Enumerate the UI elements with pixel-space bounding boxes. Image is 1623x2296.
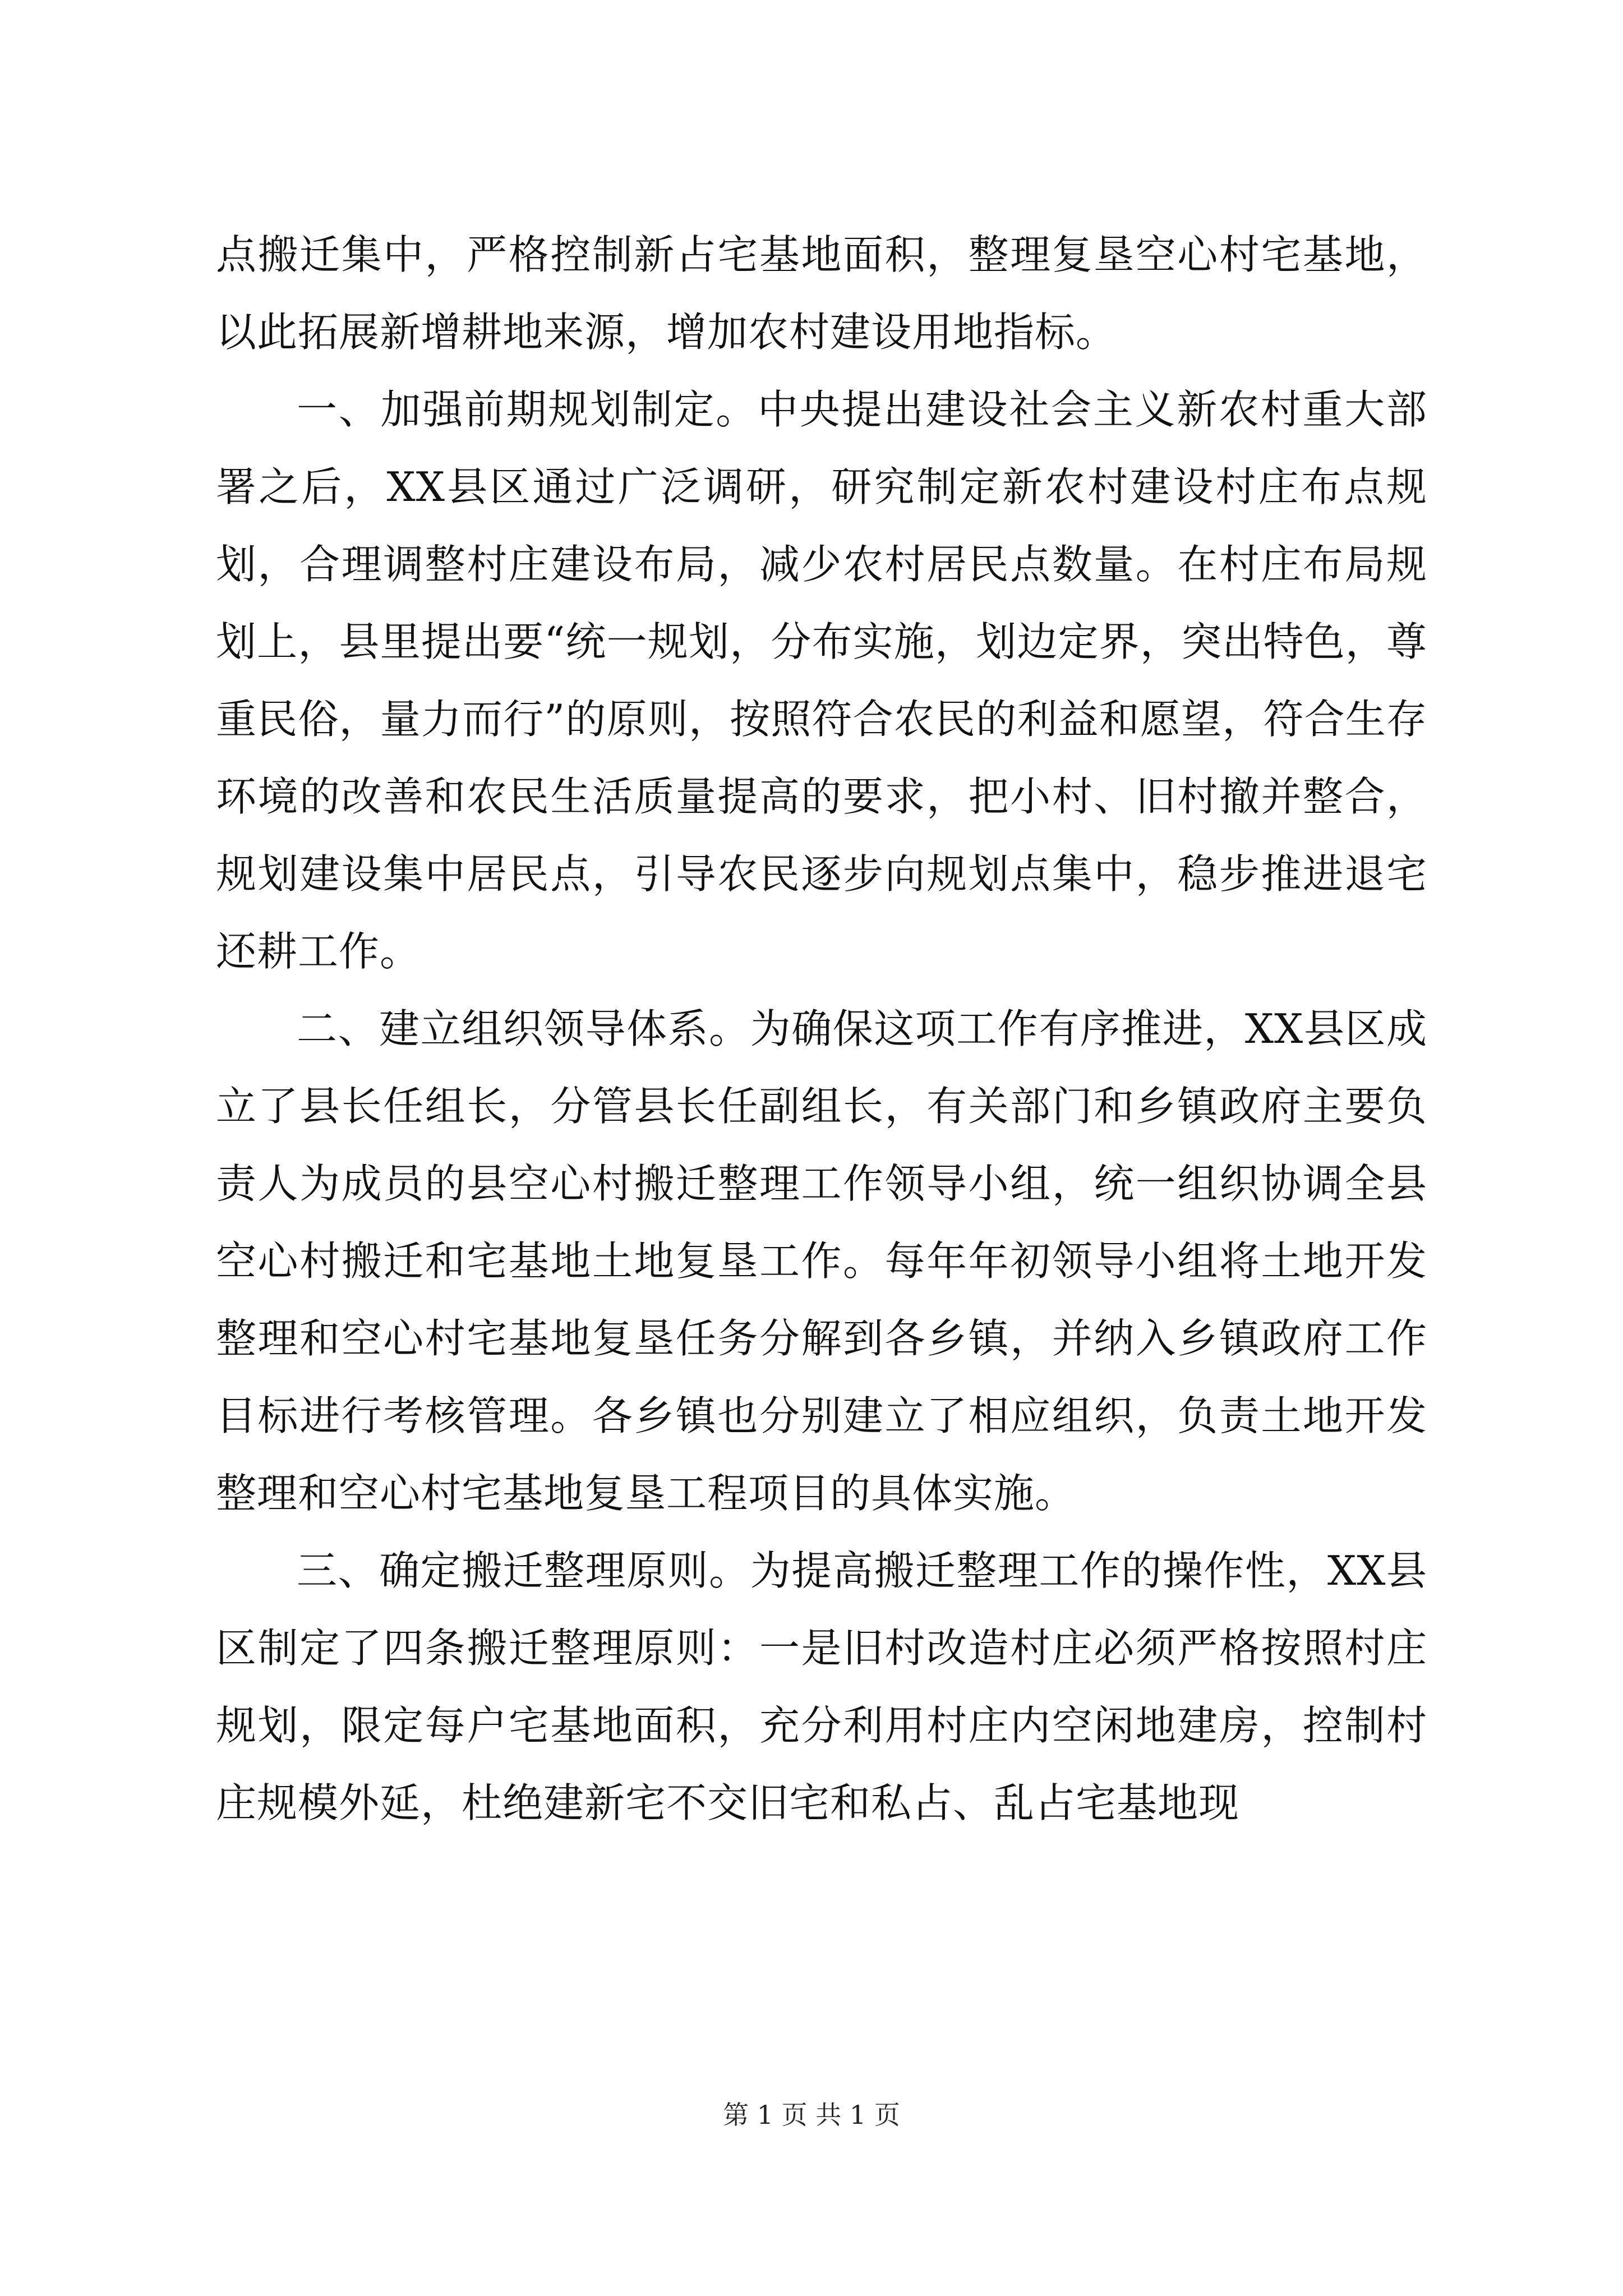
- paragraph-section-three: 三、确定搬迁整理原则。为提高搬迁整理工作的操作性，XX县区制定了四条搬迁整理原则：一是旧村改造村庄必须严格按照村庄规划，限定每户宅基地面积，充分利用村庄内空闲地建房，控制村庄规模外延，杜绝建新宅不交旧宅和私占、乱占宅基地现: [216, 1547, 1427, 1826]
- page-footer: 第 1 页 共 1 页: [723, 2100, 900, 2130]
- paragraph-section-one: 一、加强前期规划制定。中央提出建设社会主义新农村重大部署之后，XX县区通过广泛调研，研究制定新农村建设村庄布点规划，合理调整村庄建设布局，减少农村居民点数量。在村庄布局规划上，县里提出要“统一规划，分布实施，划边定界，突出特色，尊重民俗，量力而行”的原则，按照符合农民的利益和愿望，符合生存环境的改善和农民生活质量提高的要求，把小村、旧村撤并整合，规划建设集中居民点，引导农民逐步向规划点集中，稳步推进退宅还耕工作。: [216, 386, 1427, 975]
- paragraph-continuation: 点搬迁集中，严格控制新占宅基地面积，整理复垦空心村宅基地，以此拓展新增耕地来源，增加农村建设用地指标。: [216, 231, 1427, 356]
- paragraph-section-two: 二、建立组织领导体系。为确保这项工作有序推进，XX县区成立了县长任组长，分管县长任副组长，有关部门和乡镇政府主要负责人为成员的县空心村搬迁整理工作领导小组，统一组织协调全县空心村搬迁和宅基地土地复垦工作。每年年初领导小组将土地开发整理和空心村宅基地复垦任务分解到各乡镇，并纳入乡镇政府工作目标进行考核管理。各乡镇也分别建立了相应组织，负责土地开发整理和空心村宅基地复垦工程项目的具体实施。: [216, 1005, 1427, 1517]
- document-body: [216, 216, 1427, 1842]
